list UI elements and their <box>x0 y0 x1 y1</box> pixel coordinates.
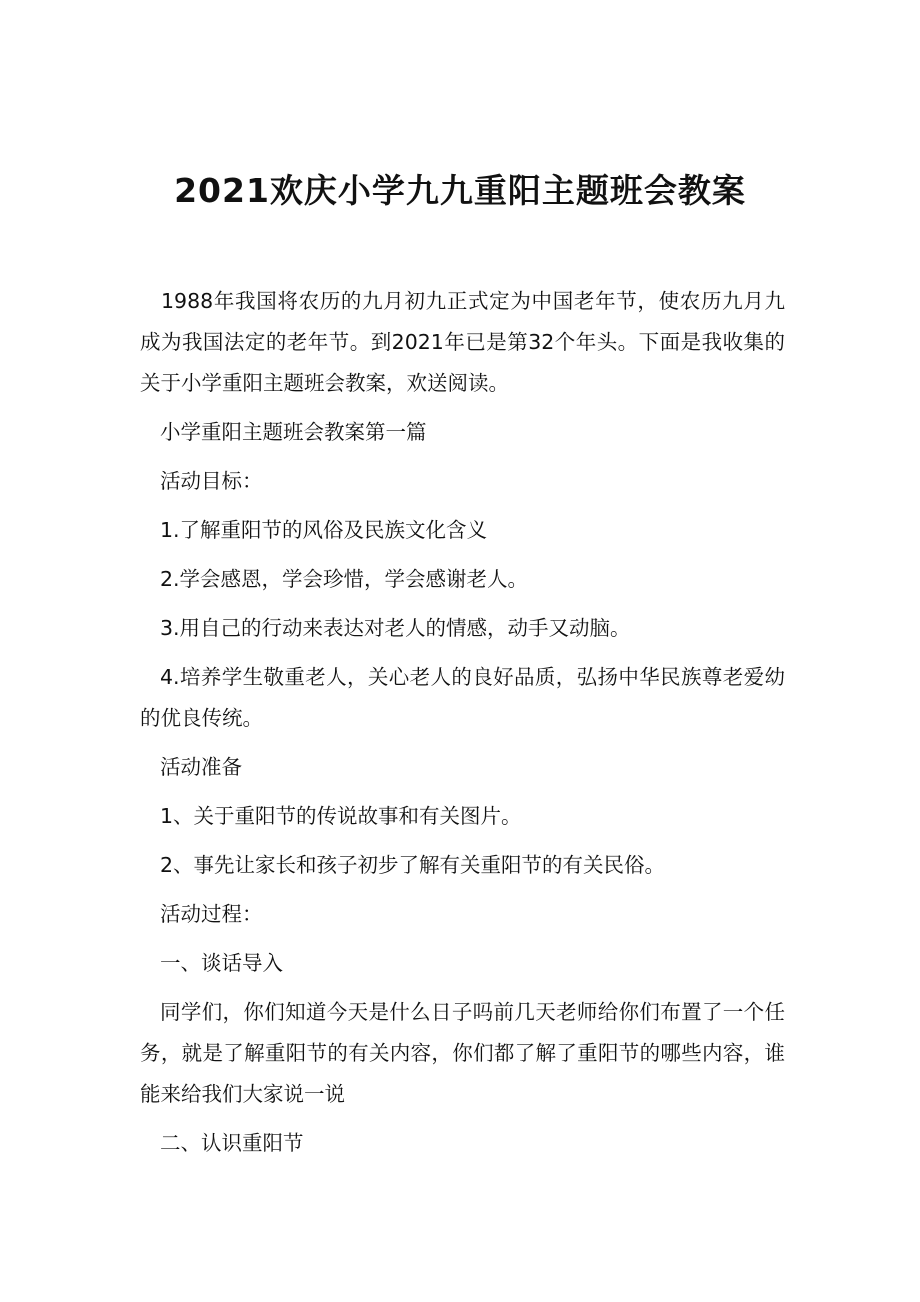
step-1-paragraph: 同学们，你们知道今天是什么日子吗前几天老师给你们布置了一个任务，就是了解重阳节的有关内容，你们都了解了重阳节的哪些内容，谁能来给我们大家说一说 <box>140 1000 785 1106</box>
preparation-item-1: 1、关于重阳节的传说故事和有关图片。 <box>160 804 522 828</box>
process-heading: 活动过程： <box>160 902 263 926</box>
activity-goals-heading: 活动目标： <box>160 469 263 493</box>
preparation-heading: 活动准备 <box>160 755 242 779</box>
goal-item-3: 3.用自己的行动来表达对老人的情感，动手又动脑。 <box>160 616 631 640</box>
section-heading-first: 小学重阳主题班会教案第一篇 <box>160 420 427 444</box>
goal-item-4: 4.培养学生敬重老人，关心老人的良好品质，弘扬中华民族尊老爱幼的优良传统。 <box>140 665 785 730</box>
preparation-item-2: 2、事先让家长和孩子初步了解有关重阳节的有关民俗。 <box>160 853 666 877</box>
document-body <box>140 281 785 1164</box>
goal-item-1: 1.了解重阳节的风俗及民族文化含义 <box>160 518 488 542</box>
goal-item-2: 2.学会感恩，学会珍惜，学会感谢老人。 <box>160 567 529 591</box>
document-title: 2021欢庆小学九九重阳主题班会教案 <box>174 171 746 211</box>
step-1-heading: 一、谈话导入 <box>160 951 283 975</box>
intro-paragraph: 1988年我国将农历的九月初九正式定为中国老年节，使农历九月九成为我国法定的老年节。到2021年已是第32个年头。下面是我收集的关于小学重阳主题班会教案，欢送阅读。 <box>140 289 785 395</box>
step-2-heading: 二、认识重阳节 <box>160 1131 304 1155</box>
